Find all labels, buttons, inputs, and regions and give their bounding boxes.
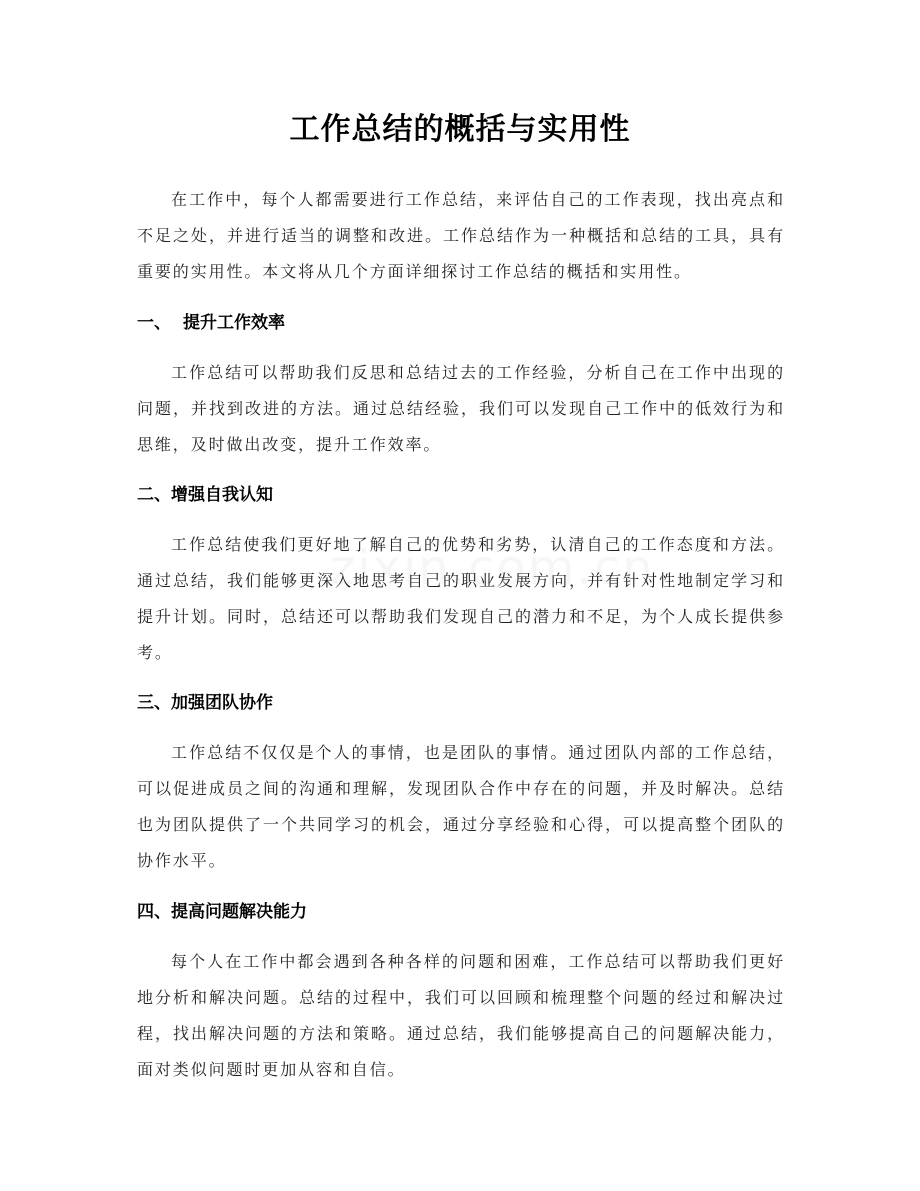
section-title-3: 加强团队协作 [171,693,273,713]
section-body-1: 工作总结可以帮助我们反思和总结过去的工作经验，分析自己在工作中出现的问题，并找到改进的方法。通过总结经验，我们可以发现自己工作中的低效行为和思维，及时做出改变，提升工作效率。 [137,363,785,454]
section-body-2: 工作总结使我们更好地了解自己的优势和劣势，认清自己的工作态度和方法。通过总结，我们能够更深入地思考自己的职业发展方向，并有针对性地制定学习和提升计划。同时，总结还可以帮助我们发现自己的潜力和不足，为个人成长提供参考。 [137,535,785,662]
section-number-4: 四、 [137,902,171,922]
section-body-4: 每个人在工作中都会遇到各种各样的问题和困难，工作总结可以帮助我们更好地分析和解决问题。总结的过程中，我们可以回顾和梳理整个问题的经过和解决过程，找出解决问题的方法和策略。通过总结，我们能够提高自己的问题解决能力，面对类似问题时更加从容和自信。 [137,952,785,1079]
section-heading-1 [137,308,785,338]
section-title-4: 提高问题解决能力 [171,902,307,922]
section-title-1: 提升工作效率 [183,313,285,333]
document-title: 工作总结的概括与实用性 [289,112,631,147]
section-number-1: 一、 [137,313,171,333]
section-heading-2 [137,480,785,510]
section-heading-3 [137,688,785,718]
section-title-2: 增强自我认知 [171,485,273,505]
section-number-3: 三、 [137,693,171,713]
section-number-2: 二、 [137,485,171,505]
section-heading-4 [137,897,785,927]
intro-paragraph: 在工作中，每个人都需要进行工作总结，来评估自己的工作表现，找出亮点和不足之处，并进行适当的调整和改进。工作总结作为一种概括和总结的工具，具有重要的实用性。本文将从几个方面详细探讨工作总结的概括和实用性。 [137,190,785,281]
section-body-3: 工作总结不仅仅是个人的事情，也是团队的事情。通过团队内部的工作总结，可以促进成员之间的沟通和理解，发现团队合作中存在的问题，并及时解决。总结也为团队提供了一个共同学习的机会，通过分享经验和心得，可以提高整个团队的协作水平。 [137,743,785,870]
